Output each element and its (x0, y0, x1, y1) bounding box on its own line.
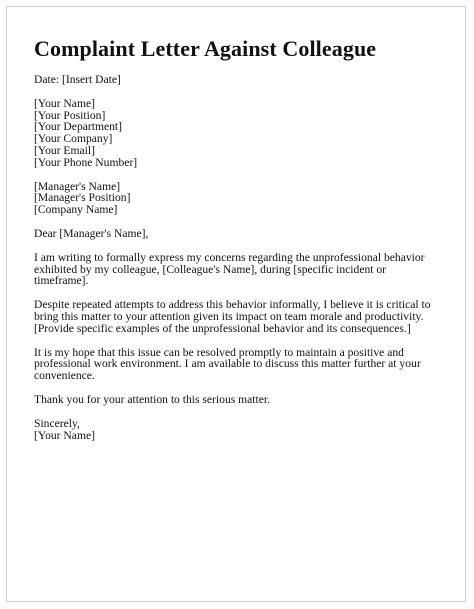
closing: Sincerely, (34, 416, 80, 430)
letter-title: Complaint Letter Against Colleague (34, 36, 377, 61)
date-line: Date: [Insert Date] (34, 73, 121, 86)
sender-block (34, 98, 439, 169)
paragraph-1: I am writing to formally express my concerns regarding the unprofessional behavior exhibited by my colleague, [Colleague's Name], during [specific incident or timeframe]. (34, 250, 425, 288)
letter-page (6, 6, 466, 602)
sender-department: [Your Department] (34, 120, 123, 134)
sender-position: [Your Position] (34, 108, 106, 122)
recipient-company: [Company Name] (34, 203, 118, 217)
recipient-position: [Manager's Position] (34, 191, 131, 205)
letter-content (34, 36, 439, 441)
salutation: Dear [Manager's Name], (34, 226, 149, 240)
paragraph-2: Despite repeated attempts to address this behavior informally, I believe it is critical to bring this matter to your attention given its impact on team morale and productivity. [Provide specific examples of the unprofessional behavior and its consequences.] (34, 298, 431, 335)
signoff-block (34, 418, 439, 442)
sender-company: [Your Company] (34, 132, 113, 146)
recipient-name: [Manager's Name] (34, 179, 121, 193)
sender-email: [Your Email] (34, 143, 95, 157)
sender-phone: [Your Phone Number] (34, 155, 138, 169)
paragraph-3: It is my hope that this issue can be resolved promptly to maintain a positive and professional work environment. I am available to discuss this matter further at your convenience. (34, 345, 421, 383)
recipient-block (34, 181, 439, 216)
signature: [Your Name] (34, 428, 95, 442)
sender-name: [Your Name] (34, 96, 95, 110)
paragraph-4: Thank you for your attention to this serious matter. (34, 392, 271, 406)
